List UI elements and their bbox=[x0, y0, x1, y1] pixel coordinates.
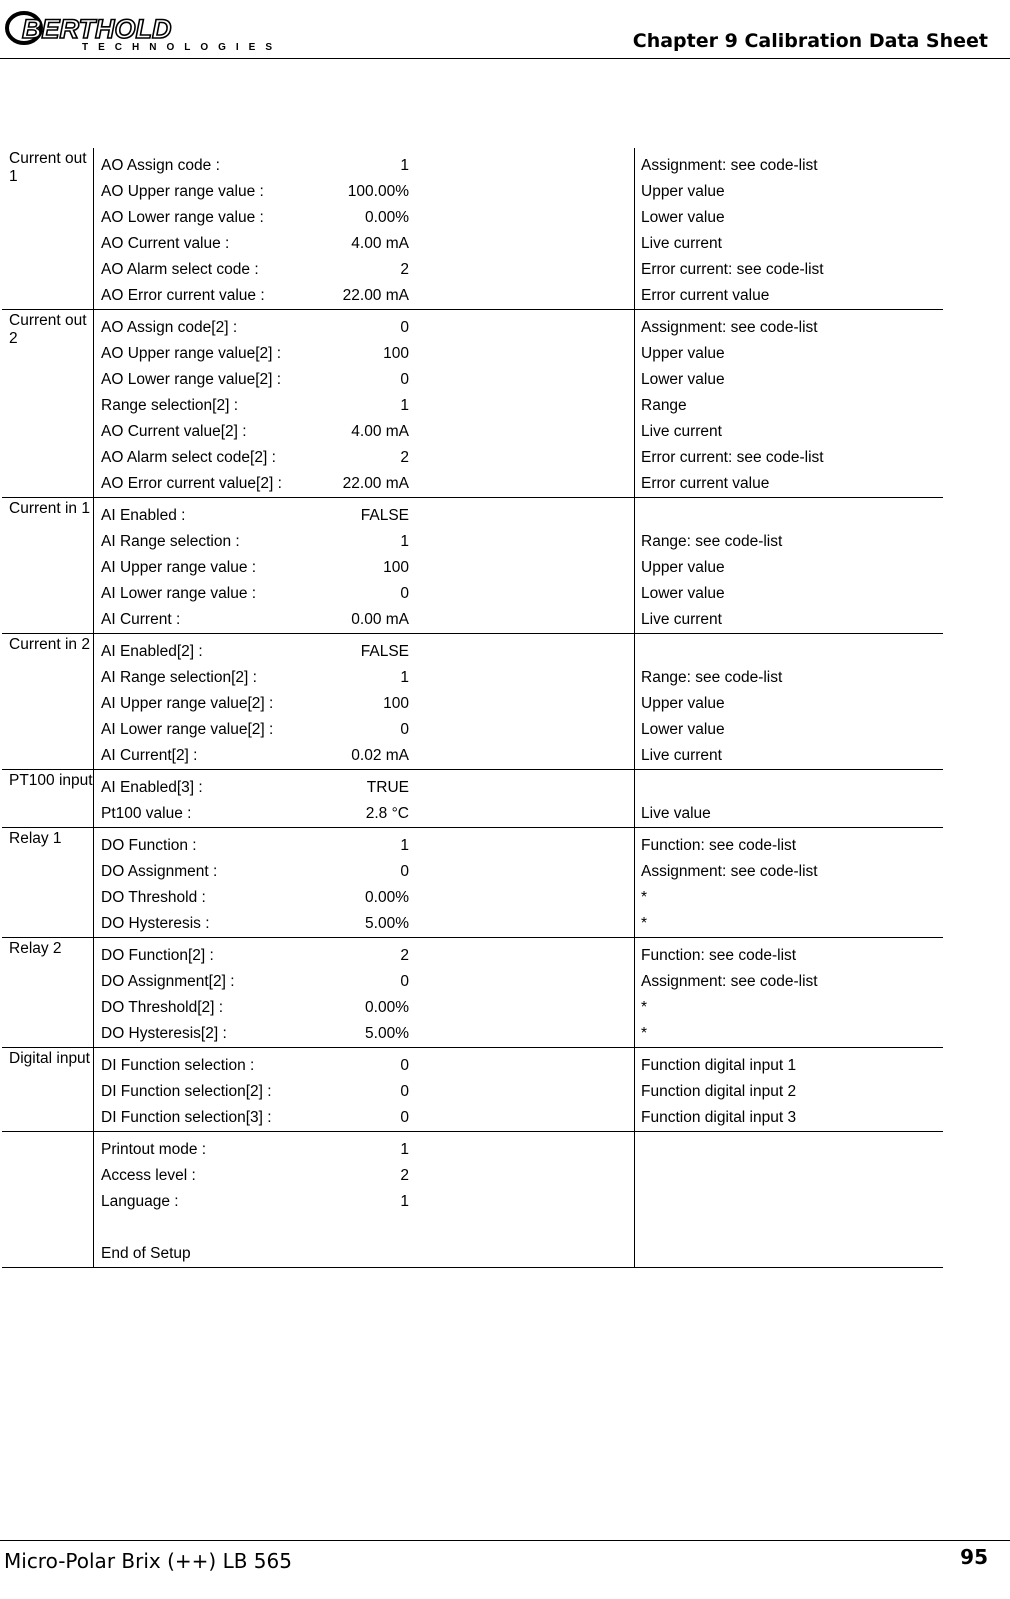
parameter-name: AI Enabled : bbox=[101, 507, 186, 524]
parameter-value: 0 bbox=[400, 1109, 409, 1126]
parameter-description bbox=[641, 503, 943, 529]
parameter-description: Upper value bbox=[641, 183, 725, 200]
parameter-name: AO Upper range value : bbox=[101, 183, 264, 200]
parameter-value: 0 bbox=[400, 1083, 409, 1100]
parameter-value: 1 bbox=[400, 1193, 409, 1210]
section-row bbox=[2, 1132, 943, 1268]
section-row bbox=[2, 148, 943, 310]
parameter-row bbox=[94, 393, 634, 419]
parameter-description: Error current: see code-list bbox=[641, 449, 824, 466]
parameter-value: 22.00 mA bbox=[342, 287, 409, 304]
parameter-value: 2 bbox=[400, 449, 409, 466]
description-cell bbox=[635, 498, 944, 634]
parameter-value: 0 bbox=[400, 973, 409, 990]
parameter-row bbox=[94, 969, 634, 995]
parameter-name: AO Current value : bbox=[101, 235, 230, 252]
section-label bbox=[2, 1132, 94, 1268]
parameter-value: 0 bbox=[400, 585, 409, 602]
description-cell bbox=[635, 770, 944, 828]
parameter-value: 0 bbox=[400, 721, 409, 738]
parameter-name: AI Lower range value[2] : bbox=[101, 721, 274, 738]
parameter-value: 0.00 mA bbox=[351, 611, 409, 628]
parameter-description: Lower value bbox=[641, 585, 725, 602]
parameter-cell bbox=[94, 1132, 635, 1268]
parameter-description: Upper value bbox=[641, 559, 725, 576]
parameter-value: 100 bbox=[383, 345, 409, 362]
parameter-row bbox=[94, 1241, 634, 1267]
parameter-value: 2 bbox=[400, 947, 409, 964]
parameter-row bbox=[94, 1053, 634, 1079]
parameter-name: AI Lower range value : bbox=[101, 585, 257, 602]
parameter-description bbox=[641, 1163, 943, 1189]
parameter-row bbox=[94, 1137, 634, 1163]
parameter-description: Live current bbox=[641, 747, 722, 764]
parameter-value: 2 bbox=[400, 261, 409, 278]
page-number: 95 bbox=[960, 1545, 988, 1569]
parameter-value: 1 bbox=[400, 1141, 409, 1158]
parameter-value: 100.00% bbox=[347, 183, 409, 200]
parameter-description bbox=[641, 1189, 943, 1215]
parameter-name: AI Current[2] : bbox=[101, 747, 198, 764]
parameter-row bbox=[94, 315, 634, 341]
parameter-name: AI Upper range value : bbox=[101, 559, 257, 576]
section-row bbox=[2, 498, 943, 634]
parameter-row bbox=[94, 581, 634, 607]
parameter-name: DO Assignment : bbox=[101, 863, 218, 880]
parameter-description: Function: see code-list bbox=[641, 947, 797, 964]
parameter-row bbox=[94, 801, 634, 827]
parameter-value: 1 bbox=[400, 837, 409, 854]
parameter-row bbox=[94, 995, 634, 1021]
parameter-description: Assignment: see code-list bbox=[641, 319, 818, 336]
parameter-description: Function digital input 2 bbox=[641, 1083, 797, 1100]
parameter-description: Function digital input 1 bbox=[641, 1057, 797, 1074]
parameter-name: DO Assignment[2] : bbox=[101, 973, 235, 990]
parameter-value: 1 bbox=[400, 397, 409, 414]
chapter-title: Chapter 9 Calibration Data Sheet bbox=[632, 30, 988, 52]
parameter-name: AO Lower range value[2] : bbox=[101, 371, 282, 388]
parameter-description: Live current bbox=[641, 611, 722, 628]
parameter-description: * bbox=[641, 889, 648, 906]
parameter-row bbox=[94, 1215, 634, 1241]
parameter-name: DO Function[2] : bbox=[101, 947, 214, 964]
parameter-row bbox=[94, 911, 634, 937]
parameter-name: DO Threshold[2] : bbox=[101, 999, 224, 1016]
parameter-value: 0 bbox=[400, 1057, 409, 1074]
parameter-row bbox=[94, 555, 634, 581]
parameter-description: Error current value bbox=[641, 475, 770, 492]
parameter-name: AO Assign code : bbox=[101, 157, 220, 174]
parameter-row bbox=[94, 607, 634, 633]
section-label: Current in 1 bbox=[2, 498, 94, 634]
parameter-row bbox=[94, 1189, 634, 1215]
parameter-row bbox=[94, 471, 634, 497]
parameter-name: AI Current : bbox=[101, 611, 181, 628]
parameter-value: 2.8 °C bbox=[365, 805, 409, 822]
description-cell bbox=[635, 828, 944, 938]
parameter-description: Lower value bbox=[641, 209, 725, 226]
parameter-row bbox=[94, 503, 634, 529]
document-title: Micro-Polar Brix (++) LB 565 bbox=[4, 1549, 292, 1573]
parameter-name: DI Function selection : bbox=[101, 1057, 255, 1074]
parameter-value: FALSE bbox=[360, 643, 409, 660]
parameter-value: 4.00 mA bbox=[351, 423, 409, 440]
parameter-name: DO Hysteresis[2] : bbox=[101, 1025, 227, 1042]
parameter-cell bbox=[94, 634, 635, 770]
parameter-value: 1 bbox=[400, 669, 409, 686]
section-row bbox=[2, 1048, 943, 1132]
parameter-name: AO Current value[2] : bbox=[101, 423, 247, 440]
calibration-data-table bbox=[2, 148, 943, 1268]
section-label: Digital input bbox=[2, 1048, 94, 1132]
parameter-row bbox=[94, 231, 634, 257]
parameter-value: 0 bbox=[400, 863, 409, 880]
parameter-cell bbox=[94, 1048, 635, 1132]
parameter-name: AI Range selection[2] : bbox=[101, 669, 257, 686]
parameter-name: AO Error current value : bbox=[101, 287, 265, 304]
parameter-description: Upper value bbox=[641, 695, 725, 712]
description-cell bbox=[635, 310, 944, 498]
parameter-name: Range selection[2] : bbox=[101, 397, 239, 414]
parameter-cell bbox=[94, 310, 635, 498]
description-cell bbox=[635, 148, 944, 310]
parameter-description bbox=[641, 775, 943, 801]
parameter-name: AI Enabled[3] : bbox=[101, 779, 203, 796]
section-label: Current in 2 bbox=[2, 634, 94, 770]
section-row bbox=[2, 938, 943, 1048]
parameter-row bbox=[94, 179, 634, 205]
parameter-description bbox=[641, 1215, 943, 1241]
parameter-value: 1 bbox=[400, 533, 409, 550]
parameter-description: Range: see code-list bbox=[641, 669, 783, 686]
parameter-name: DO Hysteresis : bbox=[101, 915, 210, 932]
parameter-value: 0.00% bbox=[365, 209, 409, 226]
parameter-value: 0 bbox=[400, 319, 409, 336]
parameter-description bbox=[641, 1137, 943, 1163]
parameter-row bbox=[94, 775, 634, 801]
section-row bbox=[2, 634, 943, 770]
parameter-value: TRUE bbox=[366, 779, 409, 796]
parameter-row bbox=[94, 419, 634, 445]
page-header bbox=[0, 0, 1010, 59]
section-row bbox=[2, 828, 943, 938]
parameter-description: Live value bbox=[641, 805, 711, 822]
parameter-row bbox=[94, 529, 634, 555]
parameter-value: FALSE bbox=[360, 507, 409, 524]
parameter-cell bbox=[94, 148, 635, 310]
parameter-row bbox=[94, 717, 634, 743]
description-cell bbox=[635, 1048, 944, 1132]
parameter-description: Function: see code-list bbox=[641, 837, 797, 854]
parameter-name: AO Alarm select code[2] : bbox=[101, 449, 276, 466]
section-label: PT100 input bbox=[2, 770, 94, 828]
parameter-value: 5.00% bbox=[365, 915, 409, 932]
parameter-value: 0.00% bbox=[365, 999, 409, 1016]
parameter-description: Upper value bbox=[641, 345, 725, 362]
parameter-name: AI Range selection : bbox=[101, 533, 240, 550]
parameter-value: 22.00 mA bbox=[342, 475, 409, 492]
parameter-row bbox=[94, 445, 634, 471]
parameter-cell bbox=[94, 828, 635, 938]
parameter-row bbox=[94, 859, 634, 885]
parameter-row bbox=[94, 205, 634, 231]
parameter-row bbox=[94, 885, 634, 911]
parameter-name: End of Setup bbox=[101, 1245, 191, 1262]
parameter-description: Lower value bbox=[641, 371, 725, 388]
logo-subtext: TECHNOLOGIES bbox=[82, 42, 283, 53]
parameter-row bbox=[94, 283, 634, 309]
parameter-description: Error current value bbox=[641, 287, 770, 304]
parameter-row bbox=[94, 1105, 634, 1131]
parameter-description: * bbox=[641, 1025, 648, 1042]
description-cell bbox=[635, 1132, 944, 1268]
parameter-cell bbox=[94, 770, 635, 828]
page-footer bbox=[0, 1540, 1010, 1573]
parameter-row bbox=[94, 943, 634, 969]
parameter-description: Live current bbox=[641, 235, 722, 252]
parameter-row bbox=[94, 691, 634, 717]
parameter-description: Live current bbox=[641, 423, 722, 440]
description-cell bbox=[635, 938, 944, 1048]
parameter-value: 0 bbox=[400, 371, 409, 388]
parameter-name: DI Function selection[3] : bbox=[101, 1109, 272, 1126]
section-row bbox=[2, 770, 943, 828]
description-cell bbox=[635, 634, 944, 770]
parameter-description: Lower value bbox=[641, 721, 725, 738]
section-label: Current out 2 bbox=[2, 310, 94, 498]
section-label: Relay 2 bbox=[2, 938, 94, 1048]
parameter-name: AI Upper range value[2] : bbox=[101, 695, 274, 712]
parameter-description: Range: see code-list bbox=[641, 533, 783, 550]
parameter-description: Range bbox=[641, 397, 687, 414]
parameter-name: AO Lower range value : bbox=[101, 209, 264, 226]
parameter-name: DO Threshold : bbox=[101, 889, 206, 906]
parameter-row bbox=[94, 257, 634, 283]
parameter-value: 100 bbox=[383, 695, 409, 712]
parameter-value: 100 bbox=[383, 559, 409, 576]
parameter-row bbox=[94, 367, 634, 393]
parameter-description: Function digital input 3 bbox=[641, 1109, 797, 1126]
parameter-description: Assignment: see code-list bbox=[641, 863, 818, 880]
parameter-cell bbox=[94, 498, 635, 634]
parameter-value: 1 bbox=[400, 157, 409, 174]
section-label: Relay 1 bbox=[2, 828, 94, 938]
parameter-value: 4.00 mA bbox=[351, 235, 409, 252]
parameter-name: Pt100 value : bbox=[101, 805, 192, 822]
parameter-name: AI Enabled[2] : bbox=[101, 643, 203, 660]
parameter-value: 5.00% bbox=[365, 1025, 409, 1042]
parameter-row bbox=[94, 1021, 634, 1047]
parameter-description: * bbox=[641, 915, 648, 932]
parameter-description: Assignment: see code-list bbox=[641, 973, 818, 990]
parameter-row bbox=[94, 1163, 634, 1189]
logo-text: BERTHOLD bbox=[22, 14, 172, 44]
parameter-name: AO Assign code[2] : bbox=[101, 319, 238, 336]
parameter-value: 0.02 mA bbox=[351, 747, 409, 764]
parameter-description bbox=[641, 639, 943, 665]
parameter-row bbox=[94, 665, 634, 691]
parameter-name: Access level : bbox=[101, 1167, 196, 1184]
section-label: Current out 1 bbox=[2, 148, 94, 310]
parameter-description: Assignment: see code-list bbox=[641, 157, 818, 174]
parameter-cell bbox=[94, 938, 635, 1048]
parameter-row bbox=[94, 743, 634, 769]
parameter-name: Language : bbox=[101, 1193, 179, 1210]
parameter-name: DO Function : bbox=[101, 837, 197, 854]
parameter-value: 0.00% bbox=[365, 889, 409, 906]
parameter-name: AO Upper range value[2] : bbox=[101, 345, 282, 362]
parameter-row bbox=[94, 153, 634, 179]
parameter-row bbox=[94, 341, 634, 367]
parameter-row bbox=[94, 833, 634, 859]
parameter-row bbox=[94, 639, 634, 665]
parameter-name: AO Alarm select code : bbox=[101, 261, 259, 278]
parameter-description bbox=[641, 1241, 943, 1267]
section-row bbox=[2, 310, 943, 498]
parameter-value: 2 bbox=[400, 1167, 409, 1184]
parameter-description: * bbox=[641, 999, 648, 1016]
parameter-name: AO Error current value[2] : bbox=[101, 475, 282, 492]
parameter-name: DI Function selection[2] : bbox=[101, 1083, 272, 1100]
parameter-description: Error current: see code-list bbox=[641, 261, 824, 278]
berthold-logo bbox=[4, 6, 304, 54]
parameter-name: Printout mode : bbox=[101, 1141, 207, 1158]
parameter-row bbox=[94, 1079, 634, 1105]
